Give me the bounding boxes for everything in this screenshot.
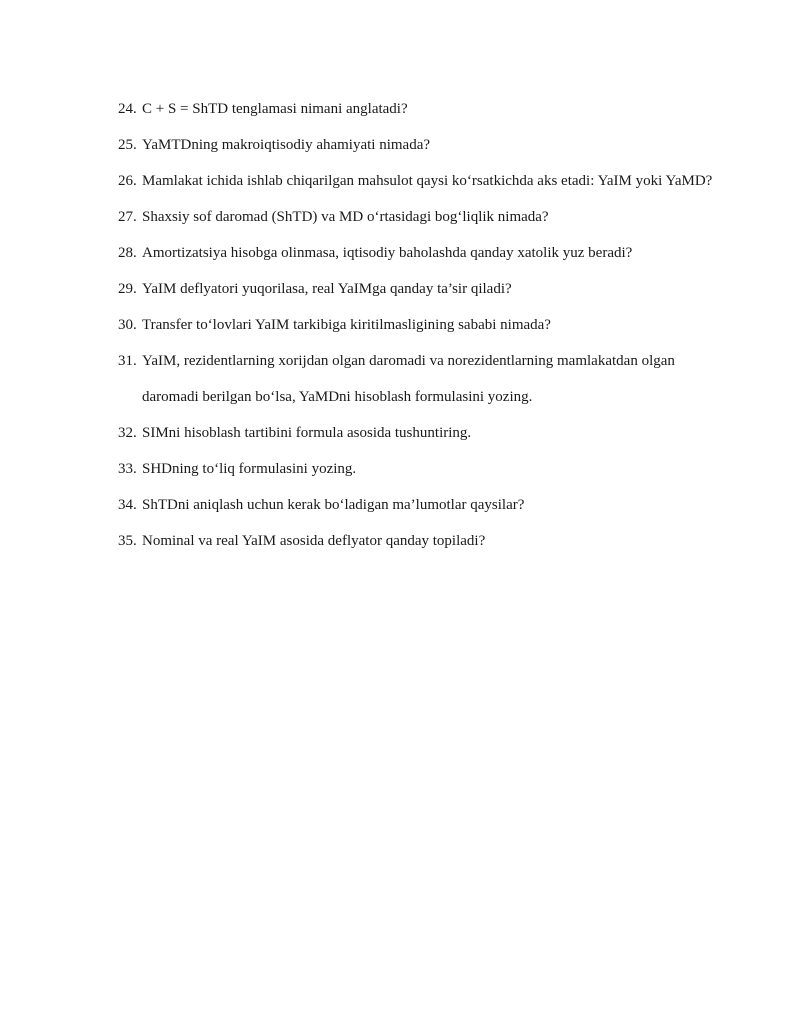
question-text: YaMTDning makroiqtisodiy ahamiyati nimada? <box>142 137 431 153</box>
question-text: Nominal va real YaIM asosida deflyator qanday topiladi? <box>142 533 486 549</box>
question-number: 35. <box>118 533 137 549</box>
question-number: 24. <box>118 101 137 117</box>
question-item-26 <box>118 163 718 199</box>
question-item-31 <box>118 343 718 415</box>
question-number: 31. <box>118 353 137 369</box>
question-number: 34. <box>118 497 137 513</box>
question-item-34 <box>118 487 718 523</box>
question-item-24 <box>118 91 718 127</box>
question-item-33 <box>118 451 718 487</box>
question-text: C + S = ShTD tenglamasi nimani anglatadi? <box>142 101 408 117</box>
question-text: Transfer to‘lovlari YaIM tarkibiga kiritilmasligining sababi nimada? <box>142 317 551 333</box>
question-number: 30. <box>118 317 137 333</box>
question-item-30 <box>118 307 718 343</box>
question-number: 32. <box>118 425 137 441</box>
question-item-32 <box>118 415 718 451</box>
question-text: Amortizatsiya hisobga olinmasa, iqtisodiy baholashda qanday xatolik yuz beradi? <box>142 245 633 261</box>
question-number: 29. <box>118 281 137 297</box>
question-item-29 <box>118 271 718 307</box>
question-text: SIMni hisoblash tartibini formula asosida tushuntiring. <box>142 425 472 441</box>
question-item-27 <box>118 199 718 235</box>
question-number: 26. <box>118 173 137 189</box>
question-number: 25. <box>118 137 137 153</box>
question-text: Mamlakat ichida ishlab chiqarilgan mahsulot qaysi ko‘rsatkichda aks etadi: YaIM yoki YaMD? <box>142 173 713 189</box>
question-item-25 <box>118 127 718 163</box>
question-text: ShTDni aniqlash uchun kerak bo‘ladigan ma’lumotlar qaysilar? <box>142 497 525 513</box>
question-text: SHDning to‘liq formulasini yozing. <box>142 461 357 477</box>
question-item-35 <box>118 523 718 559</box>
question-text: Shaxsiy sof daromad (ShTD) va MD o‘rtasidagi bog‘liqlik nimada? <box>142 209 549 225</box>
question-text: YaIM, rezidentlarning xorijdan olgan daromadi va norezidentlarning mamlakatdan olgan daromadi berilgan bo‘lsa, YaMDni hisoblash formulasini yozing. <box>142 353 675 405</box>
question-item-28 <box>118 235 718 271</box>
question-number: 27. <box>118 209 137 225</box>
question-number: 28. <box>118 245 137 261</box>
question-text: YaIM deflyatori yuqorilasa, real YaIMga qanday ta’sir qiladi? <box>142 281 512 297</box>
question-list <box>118 91 718 559</box>
question-number: 33. <box>118 461 137 477</box>
